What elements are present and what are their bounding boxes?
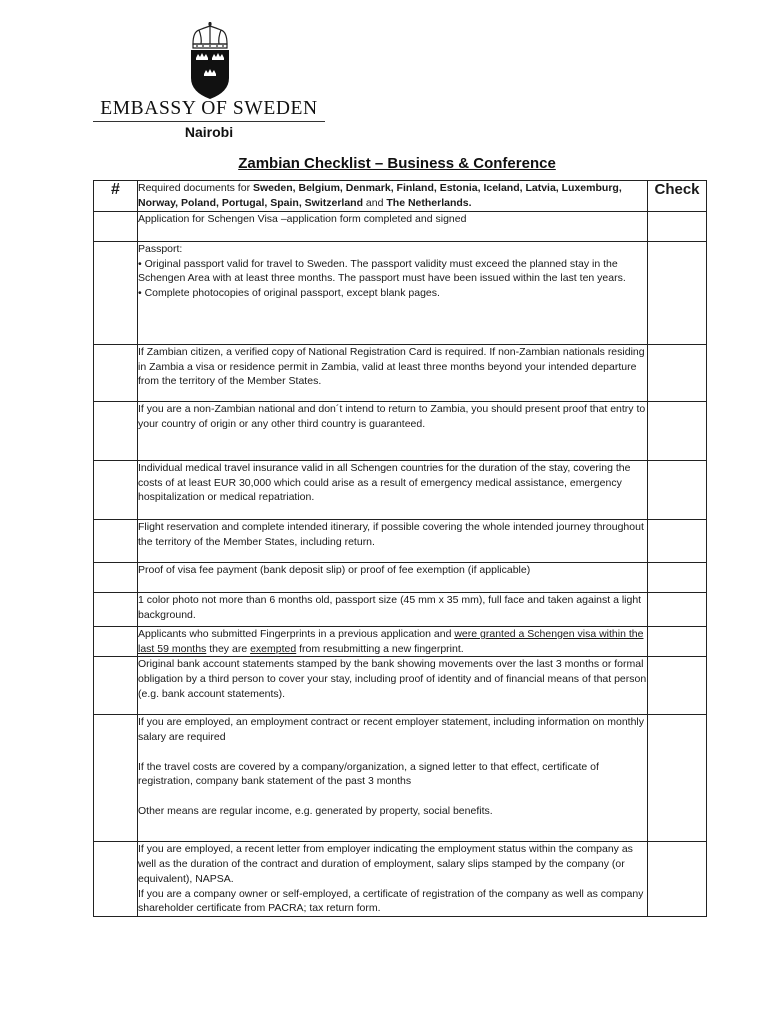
requirements-column-header	[138, 181, 648, 212]
row-description: Original bank account statements stamped by the bank showing movements over the last 3 months or formal obligation by a third person to cover your stay, including proof of identity and of financial means of that person (e.g. bank account statements).	[138, 657, 648, 715]
table-row	[94, 593, 707, 627]
table-row	[94, 715, 707, 842]
row-number-cell	[94, 715, 138, 842]
requirements-last-country: The Netherlands.	[386, 197, 472, 209]
table-row	[94, 842, 707, 917]
check-cell[interactable]	[648, 563, 707, 593]
check-column-header: Check	[648, 181, 707, 212]
table-header-row	[94, 181, 707, 212]
embassy-city: Nairobi	[184, 124, 234, 140]
row-description: Passport: • Original passport valid for travel to Sweden. The passport validity must exceed the planned stay in the Schengen Area with at least three months. The passport must have been issued within the last ten years. • Complete photocopies of original passport, except blank pages.	[138, 242, 648, 345]
requirements-and: and	[363, 197, 387, 209]
document-title: Zambian Checklist – Business & Conference	[238, 155, 556, 172]
table-row	[94, 345, 707, 402]
row-number-cell	[94, 520, 138, 563]
row-number-cell	[94, 593, 138, 627]
check-cell[interactable]	[648, 212, 707, 242]
fingerprint-text-4: exempted	[250, 642, 297, 655]
row-description: If you are employed, an employment contract or recent employer statement, including information on monthly salary are required If the travel costs are covered by a company/organization, a signed letter to that effect, certificate of registration, company bank statement of the past 3 months Other means are regular income, e.g. generated by property, social benefits.	[138, 715, 648, 842]
row-number-cell	[94, 402, 138, 461]
table-row	[94, 627, 707, 657]
row-description: If you are a non-Zambian national and don´t intend to return to Zambia, you should present proof that entry to your country of origin or any other third country is guaranteed.	[138, 402, 648, 461]
row-description: Application for Schengen Visa –application form completed and signed	[138, 212, 648, 242]
row-description: Flight reservation and complete intended itinerary, if possible covering the whole intended journey throughout the territory of the Member States, including return.	[138, 520, 648, 563]
row-number-cell	[94, 563, 138, 593]
check-cell[interactable]	[648, 520, 707, 563]
requirements-countries: Sweden, Belgium, Denmark, Finland, Estonia, Iceland, Latvia, Luxemburg, Norway, Poland, Portugal, Spain, Switzerland	[138, 182, 622, 209]
row-number-cell	[94, 242, 138, 345]
table-row	[94, 212, 707, 242]
check-cell[interactable]	[648, 842, 707, 917]
table-row	[94, 520, 707, 563]
row-description: Individual medical travel insurance valid in all Schengen countries for the duration of the stay, covering the costs of at least EUR 30,000 which could arise as a result of emergency medical assistance, emergency hospitalization or medical repatriation.	[138, 461, 648, 520]
fingerprint-row-description	[138, 627, 648, 657]
requirements-prefix: Required documents for	[138, 182, 253, 194]
fingerprint-text-1: Applicants who submitted Fingerprints in a previous application and	[138, 628, 455, 640]
row-description: If Zambian citizen, a verified copy of National Registration Card is required. If non-Zambian nationals residing in Zambia a visa or residence permit in Zambia, valid at least three months beyond your intended departure from the territory of the Member States.	[138, 345, 648, 402]
check-cell[interactable]	[648, 657, 707, 715]
row-number-cell	[94, 345, 138, 402]
table-row	[94, 242, 707, 345]
table-row	[94, 657, 707, 715]
row-description: Proof of visa fee payment (bank deposit slip) or proof of fee exemption (if applicable)	[138, 563, 648, 593]
check-cell[interactable]	[648, 345, 707, 402]
swedish-royal-crest-icon	[185, 22, 235, 100]
check-cell[interactable]	[648, 242, 707, 345]
row-number-cell	[94, 212, 138, 242]
fingerprint-text-5: from resubmitting a new fingerprint.	[296, 642, 464, 655]
check-cell[interactable]	[648, 715, 707, 842]
embassy-name: EMBASSY OF SWEDEN	[100, 98, 318, 119]
number-column-header: #	[94, 181, 138, 212]
row-number-cell	[94, 461, 138, 520]
row-number-cell	[94, 842, 138, 917]
fingerprint-text-2: were granted a Schengen visa within the last 59 months	[138, 628, 644, 655]
check-cell[interactable]	[648, 402, 707, 461]
checklist-table	[93, 180, 707, 917]
row-description: If you are employed, a recent letter from employer indicating the employment status within the company as well as the duration of the contract and duration of employment, salary slips stamped by the company (or equivalent), NAPSA. If you are a company owner or self-employed, a certificate of registration of the company as well as company shareholder certificate from PACRA; tax return form.	[138, 842, 648, 917]
row-number-cell	[94, 627, 138, 657]
fingerprint-text-3: they are	[206, 642, 251, 655]
table-row	[94, 461, 707, 520]
row-description: 1 color photo not more than 6 months old, passport size (45 mm x 35 mm), full face and taken against a light background.	[138, 593, 648, 627]
table-row	[94, 563, 707, 593]
row-number-cell	[94, 657, 138, 715]
check-cell[interactable]	[648, 461, 707, 520]
check-cell[interactable]	[648, 627, 707, 657]
header-rule	[93, 121, 325, 122]
table-row	[94, 402, 707, 461]
check-cell[interactable]	[648, 593, 707, 627]
